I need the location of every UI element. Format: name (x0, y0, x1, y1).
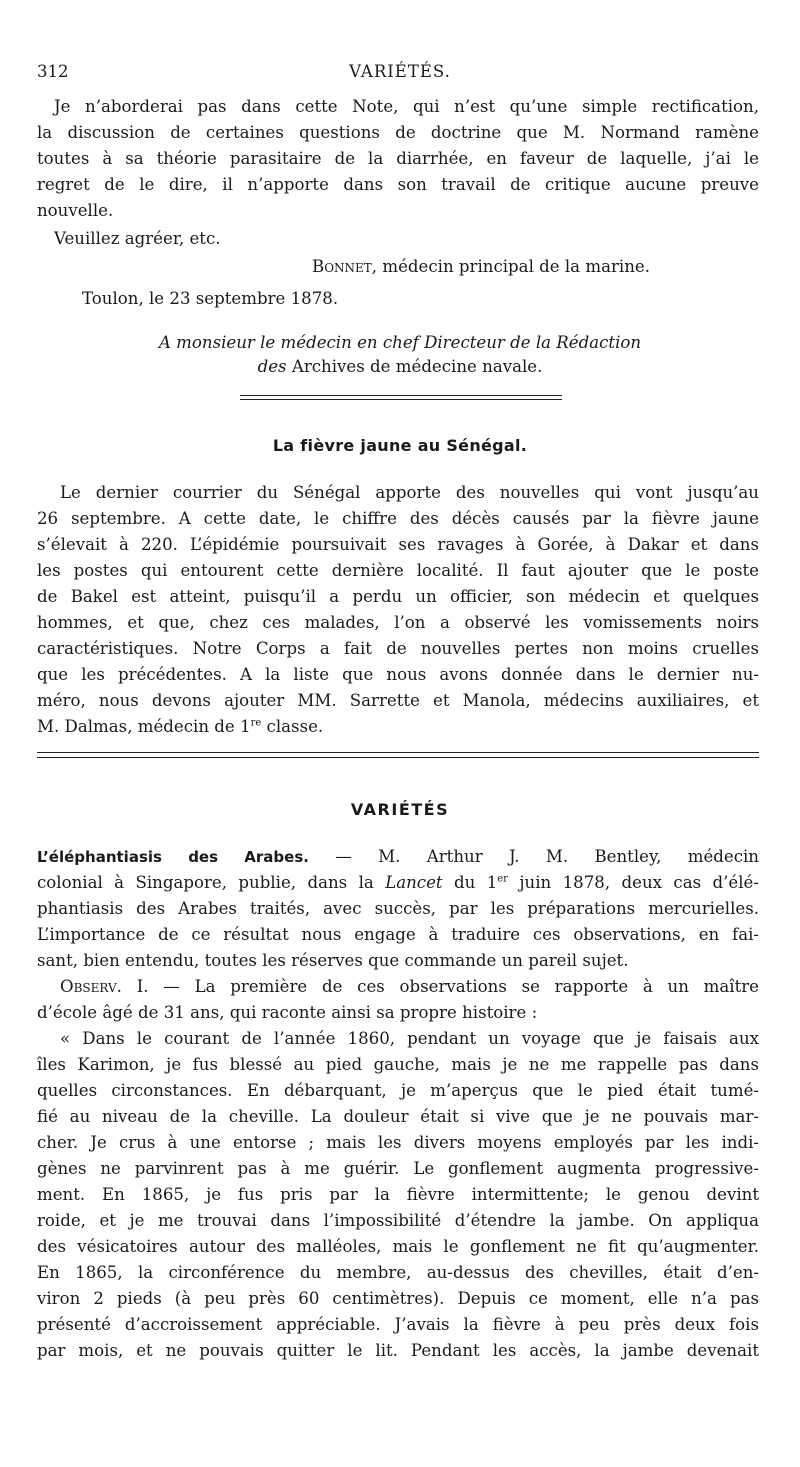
note-line-3: toutes à sa théorie parasitaire de la diarrhée, en faveur de laquelle, j’ai le (37, 149, 759, 168)
note-line-5: nouvelle. (37, 201, 114, 220)
signature (312, 256, 759, 278)
note-line-4: regret de le dire, il n’apporte dans son travail de critique aucune preuve (37, 175, 759, 194)
fievre-line-10 (37, 716, 759, 738)
fievre-line-10-b: classe. (261, 717, 324, 736)
observation-line-6: fié au niveau de la cheville. La douleur était si vive que je ne pouvais mar- (37, 1107, 759, 1126)
article-line-1-rest: — M. Arthur J. M. Bentley, médecin (308, 847, 759, 866)
article-line-2-b: du 1 (442, 873, 498, 892)
observation-line-13: viron 2 pieds (à peu près 60 centimètres). Depuis ce moment, elle n’a pas (37, 1289, 759, 1308)
article-line-1 (37, 846, 759, 868)
fievre-line-10-a: M. Dalmas, médecin de 1 (37, 717, 251, 736)
fievre-line-8: que les précédentes. A la liste que nous avons donnée dans le dernier nu- (37, 665, 759, 684)
fievre-line-7: caractéristiques. Notre Corps a fait de nouvelles pertes non moins cruelles (37, 639, 759, 658)
address-line-2 (120, 356, 680, 378)
article-line-2 (37, 872, 759, 894)
fievre-line-4: les postes qui entourent cette dernière localité. Il faut ajouter que le poste (37, 561, 759, 580)
note-line-2: la discussion de certaines questions de doctrine que M. Normand ramène (37, 123, 759, 142)
section-heading-fievre-jaune: La fièvre jaune au Sénégal. (272, 436, 528, 455)
observation-line-9: ment. En 1865, je fus pris par la fièvre intermittente; le genou devint (37, 1185, 759, 1204)
fievre-line-5: de Bakel est atteint, puisqu’il a perdu un officier, son médecin et quelques (37, 587, 759, 606)
place-date: Toulon, le 23 septembre 1878. (82, 289, 339, 308)
section-divider-2b (37, 757, 759, 758)
fievre-line-9: méro, nous devons ajouter MM. Sarrette et Manola, médecins auxiliaires, et (37, 691, 759, 710)
address-des: des (257, 357, 287, 376)
observation-line-15: par mois, et ne pouvais quitter le lit. Pendant les accès, la jambe devenait (37, 1341, 759, 1360)
section-divider-2 (37, 752, 759, 753)
fievre-line-6: hommes, et que, chez ces malades, l’on a observé les vomissements noirs (37, 613, 759, 632)
section-divider-1b (240, 399, 562, 400)
observation-line-7: cher. Je crus à une entorse ; mais les divers moyens employés par les indi- (37, 1133, 759, 1152)
observation-line-5: quelles circonstances. En débarquant, je m’aperçus que le pied était tumé- (37, 1081, 759, 1100)
note-line-1: Je n’aborderai pas dans cette Note, qui n’est qu’une simple rectification, (54, 97, 759, 116)
article-line-3: phantiasis des Arabes traités, avec succès, par les préparations mercurielles. (37, 899, 759, 918)
fievre-line-10-sup: re (250, 717, 262, 729)
closing-formula: Veuillez agréer, etc. (54, 229, 221, 248)
observation-line-14: présenté d’accroissement appréciable. J’avais la fièvre à peu près deux fois (37, 1315, 759, 1334)
observation-line-12: En 1865, la circonférence du membre, au-dessus des chevilles, était d’en- (37, 1263, 759, 1282)
article-line-2-a: colonial à Singapore, publie, dans la (37, 873, 386, 892)
article-line-5: sant, bien entendu, toutes les réserves que commande un pareil sujet. (37, 951, 629, 970)
running-head (37, 62, 759, 86)
running-title: VARIÉTÉS. (349, 62, 451, 81)
observation-line-3: « Dans le courant de l’année 1860, pendant un voyage que je faisais aux (60, 1029, 759, 1048)
observation-intro: I. — La première de ces observations se rapporte à un maître (121, 977, 759, 996)
page-number: 312 (37, 62, 69, 81)
fievre-line-2: 26 septembre. A cette date, le chiffre des décès causés par la fièvre jaune (37, 509, 759, 528)
article-line-2-c: juin 1878, deux cas d’élé- (507, 873, 759, 892)
address-journal: Archives de médecine navale. (286, 357, 543, 376)
fievre-line-3: s’élevait à 220. L’épidémie poursuivait ses ravages à Gorée, à Dakar et dans (37, 535, 759, 554)
article-line-4: L’importance de ce résultat nous engage à traduire ces observations, en fai- (37, 925, 759, 944)
article-line-2-sup: er (497, 873, 508, 885)
section-divider-1 (240, 395, 562, 396)
signature-name: Bonnet (312, 257, 372, 276)
article-title: L’éléphantiasis des Arabes. (37, 848, 309, 866)
observation-line-2: d’école âgé de 31 ans, qui raconte ainsi sa propre histoire : (37, 1003, 538, 1022)
observation-label: Observ. (60, 977, 122, 996)
signature-title: , médecin principal de la marine. (371, 257, 650, 276)
observation-line-1 (60, 976, 759, 998)
observation-line-8: gènes ne parvinrent pas à me guérir. Le gonflement augmenta progressive- (37, 1159, 759, 1178)
section-heading-varietes: VARIÉTÉS (350, 800, 450, 819)
journal-lancet: Lancet (385, 873, 443, 892)
observation-line-10: roide, et je me trouvai dans l’impossibilité d’étendre la jambe. On appliqua (37, 1211, 759, 1230)
observation-line-11: des vésicatoires autour des malléoles, mais le gonflement ne fit qu’augmenter. (37, 1237, 759, 1256)
fievre-line-1: Le dernier courrier du Sénégal apporte des nouvelles qui vont jusqu’au (60, 483, 759, 502)
address-line-1: A monsieur le médecin en chef Directeur de la Rédaction (158, 333, 642, 352)
observation-line-4: îles Karimon, je fus blessé au pied gauche, mais je ne me rappelle pas dans (37, 1055, 759, 1074)
